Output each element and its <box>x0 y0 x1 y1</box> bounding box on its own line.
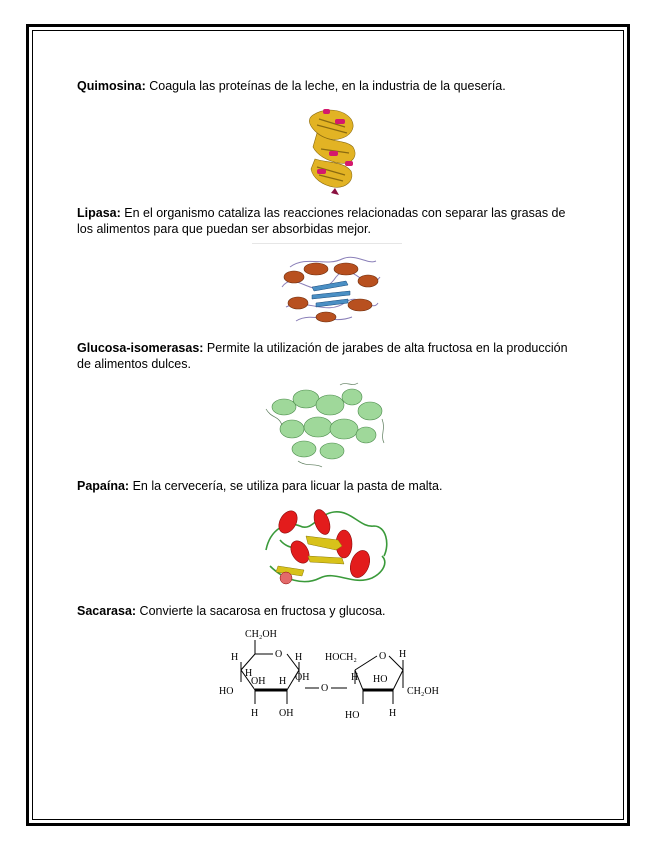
label-oh: OH <box>295 672 310 683</box>
label-h: H <box>245 668 253 679</box>
label-oh: OH <box>279 708 294 719</box>
entry-papaina <box>77 478 577 494</box>
label-h: H <box>351 672 359 683</box>
sacarosa-structure-diagram <box>215 626 440 726</box>
entry-text: En el organismo cataliza las reacciones relacionadas con separar las grasas de los alimentos para que puedan ser absorbidas mejor. <box>77 206 566 236</box>
entry-lipasa <box>77 205 577 237</box>
papaina-structure-image <box>260 500 394 592</box>
entry-text: Coagula las proteínas de la leche, en la industria de la quesería. <box>145 79 506 93</box>
divider <box>252 243 402 244</box>
entry-text: En la cervecería, se utiliza para licuar la pasta de malta. <box>129 479 443 493</box>
entry-sacarasa <box>77 603 577 619</box>
label-ho: HO <box>345 710 360 721</box>
label-h: H <box>251 708 259 719</box>
entry-name: Papaína: <box>77 479 130 493</box>
label-o-bridge: O <box>321 683 329 694</box>
entry-name: Lipasa: <box>77 206 121 220</box>
label-h: H <box>389 708 397 719</box>
label-o-glucose: O <box>275 649 283 660</box>
entry-glucosa-isomerasas <box>77 340 577 372</box>
label-oh: OH <box>251 676 266 687</box>
label-o-fructose: O <box>379 651 387 662</box>
entry-name: Quimosina: <box>77 79 146 93</box>
label-ho: HO <box>373 674 388 685</box>
label-h: H <box>279 676 287 687</box>
label-h: H <box>399 649 407 660</box>
quimosina-structure-image <box>295 103 367 198</box>
glucosa-isomerasa-structure-image <box>262 379 392 469</box>
label-ho: HO <box>219 686 234 697</box>
label-h: H <box>231 652 239 663</box>
entry-text: Convierte la sacarosa en fructosa y glucosa. <box>136 604 386 618</box>
lipasa-structure-image <box>276 247 384 329</box>
entry-text: Permite la utilización de jarabes de alta fructosa en la producción de alimentos dulces. <box>77 341 568 371</box>
entry-quimosina <box>77 78 577 94</box>
entry-name: Glucosa-isomerasas: <box>77 341 204 355</box>
label-h: H <box>295 652 303 663</box>
label-hoch2: HOCH₂ <box>325 652 357 663</box>
entry-name: Sacarasa: <box>77 604 137 618</box>
label-ch2oh-right: CH₂OH <box>407 686 439 697</box>
label-ch2oh-top: CH₂OH <box>245 629 277 640</box>
